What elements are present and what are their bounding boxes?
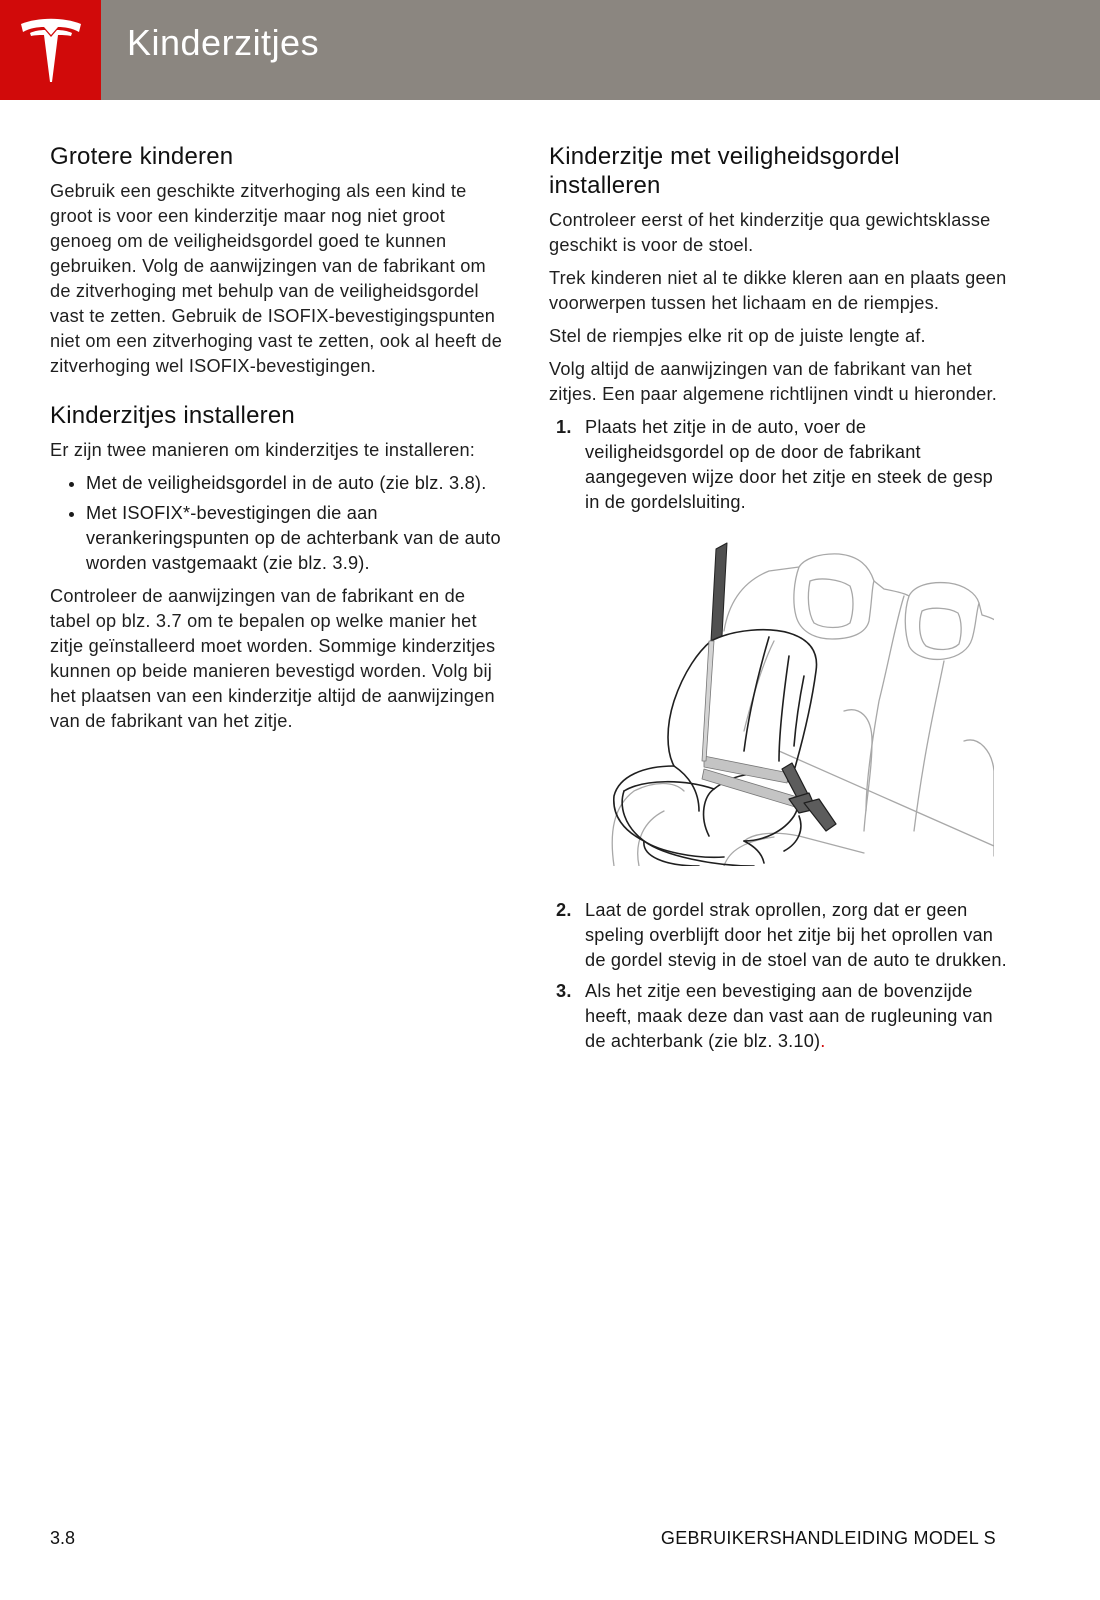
section-grotere-kinderen [50, 142, 505, 379]
trailing-period: . [820, 1031, 826, 1051]
right-column [549, 142, 1009, 1060]
left-column [50, 142, 505, 756]
page-title: Kinderzitjes [127, 22, 320, 63]
step-number: 3. [556, 981, 572, 1001]
step-item [549, 979, 1009, 1054]
brand-logo-box [0, 0, 101, 100]
list-item: • Met de veiligheidsgordel in de auto (zie blz. 3.8). [86, 471, 505, 496]
child-seat-seatbelt-icon [604, 541, 994, 866]
manual-title: GEBRUIKERSHANDLEIDING MODEL S [660, 1528, 996, 1548]
section-intro: Er zijn twee manieren om kinderzitjes te installeren: [50, 440, 476, 460]
step-item [549, 898, 1009, 973]
steps-list [549, 415, 1009, 515]
install-methods-list [50, 471, 505, 576]
section-heading: Kinderzitjes installeren [50, 402, 295, 429]
step-text: Als het zitje een bevestiging aan de bovenzijde heeft, maak deze dan vast aan de rugleuning van de achterbank (zie blz. 3.10) [585, 981, 993, 1051]
section-heading: Grotere kinderen [50, 143, 234, 170]
step-number: 1. [556, 417, 572, 437]
paragraph: Trek kinderen niet al te dikke kleren aan en plaats geen voorwerpen tussen het lichaam en de riempjes. [549, 268, 1007, 313]
step-number: 2. [556, 900, 572, 920]
page-header [0, 0, 1100, 100]
step-text: Laat de gordel strak oprollen, zorg dat er geen speling overblijft door het zitje bij het oprollen van de gordel stevig in de stoel van de auto te drukken. [585, 900, 1007, 970]
paragraph: Controleer eerst of het kinderzitje qua gewichtsklasse geschikt is voor de stoel. [549, 210, 991, 255]
list-item: • Met ISOFIX*-bevestigingen die aan verankeringspunten op de achterbank van de auto worden vastgemaakt (zie blz. 3.9). [86, 501, 505, 576]
section-kinderzitjes-installeren [50, 401, 505, 734]
child-seat-illustration [604, 541, 994, 866]
step-item [549, 415, 1009, 515]
paragraph: Volg altijd de aanwijzingen van de fabrikant van het zitjes. Een paar algemene richtlijnen vindt u hieronder. [549, 359, 997, 404]
section-paragraph: Controleer de aanwijzingen van de fabrikant en de tabel op blz. 3.7 om te bepalen op welke manier het zitje geïnstalleerd moet worden. Sommige kinderzitjes kunnen op beide manieren bevestigd worden. Volg bij het plaatsen van een kinderzitje altijd de aanwijzingen van de fabrikant van het zitje. [50, 586, 496, 731]
steps-list-continued [549, 898, 1009, 1054]
tesla-logo-icon [18, 18, 84, 84]
page-number: 3.8 [50, 1528, 76, 1548]
section-heading: Kinderzitje met veiligheidsgordel installeren [549, 143, 900, 199]
section-paragraph: Gebruik een geschikte zitverhoging als een kind te groot is voor een kinderzitje maar nog niet groot genoeg om de veiligheidsgordel goed te kunnen gebruiken. Volg de aanwijzingen van de fabrikant om de zitverhoging met behulp van de veiligheidsgordel vast te zetten. Gebruik de ISOFIX-bevestigingspunten niet om een zitverhoging vast te zetten, ook al heeft de zitverhoging wel ISOFIX-bevestigingen. [50, 181, 503, 376]
paragraph: Stel de riempjes elke rit op de juiste lengte af. [549, 326, 926, 346]
step-text: Plaats het zitje in de auto, voer de veiligheidsgordel op de door de fabrikant aangegeven wijze door het zitje en steek de gesp in de gordelsluiting. [585, 417, 993, 512]
